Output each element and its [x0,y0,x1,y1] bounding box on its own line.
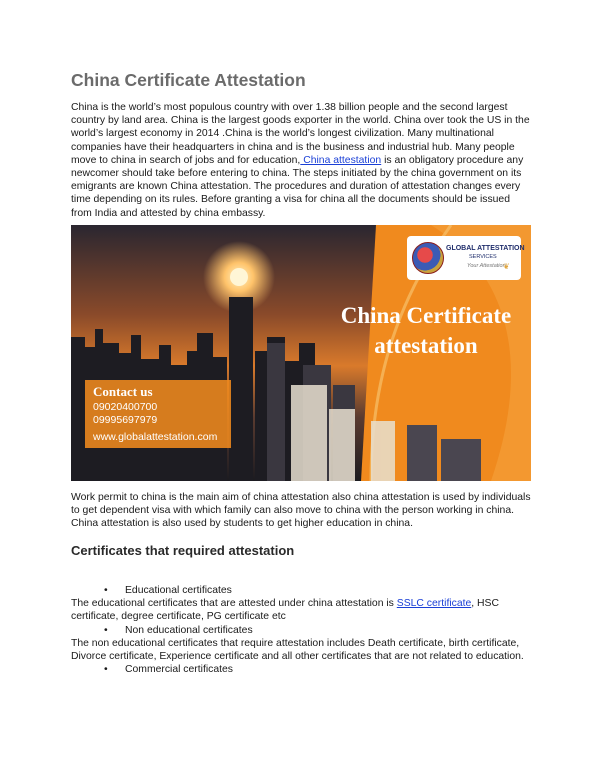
intro-paragraph [71,101,533,220]
non-educational-description: The non educational certificates that require attestation includes Death certificate, birth certificate, Divorce certificate, Experience certificate and all other certificates that are not related to education. [71,637,524,663]
educational-description [71,597,533,623]
bullet-icon: • [104,585,108,596]
banner-title [321,301,531,361]
contact-website: www.globalattestation.com [93,431,218,443]
intro-text-before: China is the world’s most populous country with over 1.38 billion people and the second largest country by land area. China is the largest goods exporter in the world. China over took the US in the world’s largest economy in 2014 .China is the world’s longest civilization. Many multinational companies have their headquarters in china and is the business and industrial hub. Many people move to china in search of jobs and for education, [71,102,530,166]
page-title: China Certificate Attestation [71,70,306,90]
contact-heading: Contact us [93,384,153,399]
contact-phone-1: 09020400700 [93,401,158,413]
logo-company-name: GLOBAL ATTESTATION [446,245,525,252]
list-item-label: Non educational certificates [125,624,253,636]
globe-logo-icon [412,242,444,274]
certificate-list [71,584,533,676]
list-item-commercial [71,663,533,676]
bullet-icon: • [104,624,108,636]
list-item-educational [71,584,533,597]
logo-card [407,236,525,280]
section-heading: Certificates that required attestation [71,543,295,558]
educational-desc-after: , HSC certificate, degree certificate, PG certificate etc [71,598,499,623]
work-permit-paragraph: Work permit to china is the main aim of china attestation also china attestation is used by individuals to get dependent visa with which family can also move to china with the person working in china. China attestation is also used by students to get higher education in china. [71,492,531,530]
list-item-label: Educational certificates [125,585,232,596]
banner-title-line2: attestation [374,333,478,358]
sslc-certificate-link[interactable]: SSLC certificate [396,598,472,610]
bullet-icon: • [104,664,108,676]
logo-services: SERVICES [469,254,497,260]
logo-tagline: Your Attestation [467,263,506,269]
china-attestation-link[interactable]: China attestation [300,154,382,166]
contact-phone-2: 09995697979 [93,414,158,426]
intro-text-after: is an obligatory procedure any newcomer should take before entering to china. The steps initiated by the china government on its emigrants are known China attestation. The procedures and duration of attestation changes every time depending on its rules. Before granting a visa for china all the documents should be issued from India and attested by china embassy. [71,154,524,219]
banner-title-line1: China Certificate [340,303,512,328]
promo-banner [71,225,531,481]
educational-desc-before: The educational certificates that are attested under china attestation is [71,598,397,610]
leaf-icon: ❦ [503,262,510,271]
list-item-label: Commercial certificates [125,664,233,676]
list-item-non-educational [71,624,533,637]
